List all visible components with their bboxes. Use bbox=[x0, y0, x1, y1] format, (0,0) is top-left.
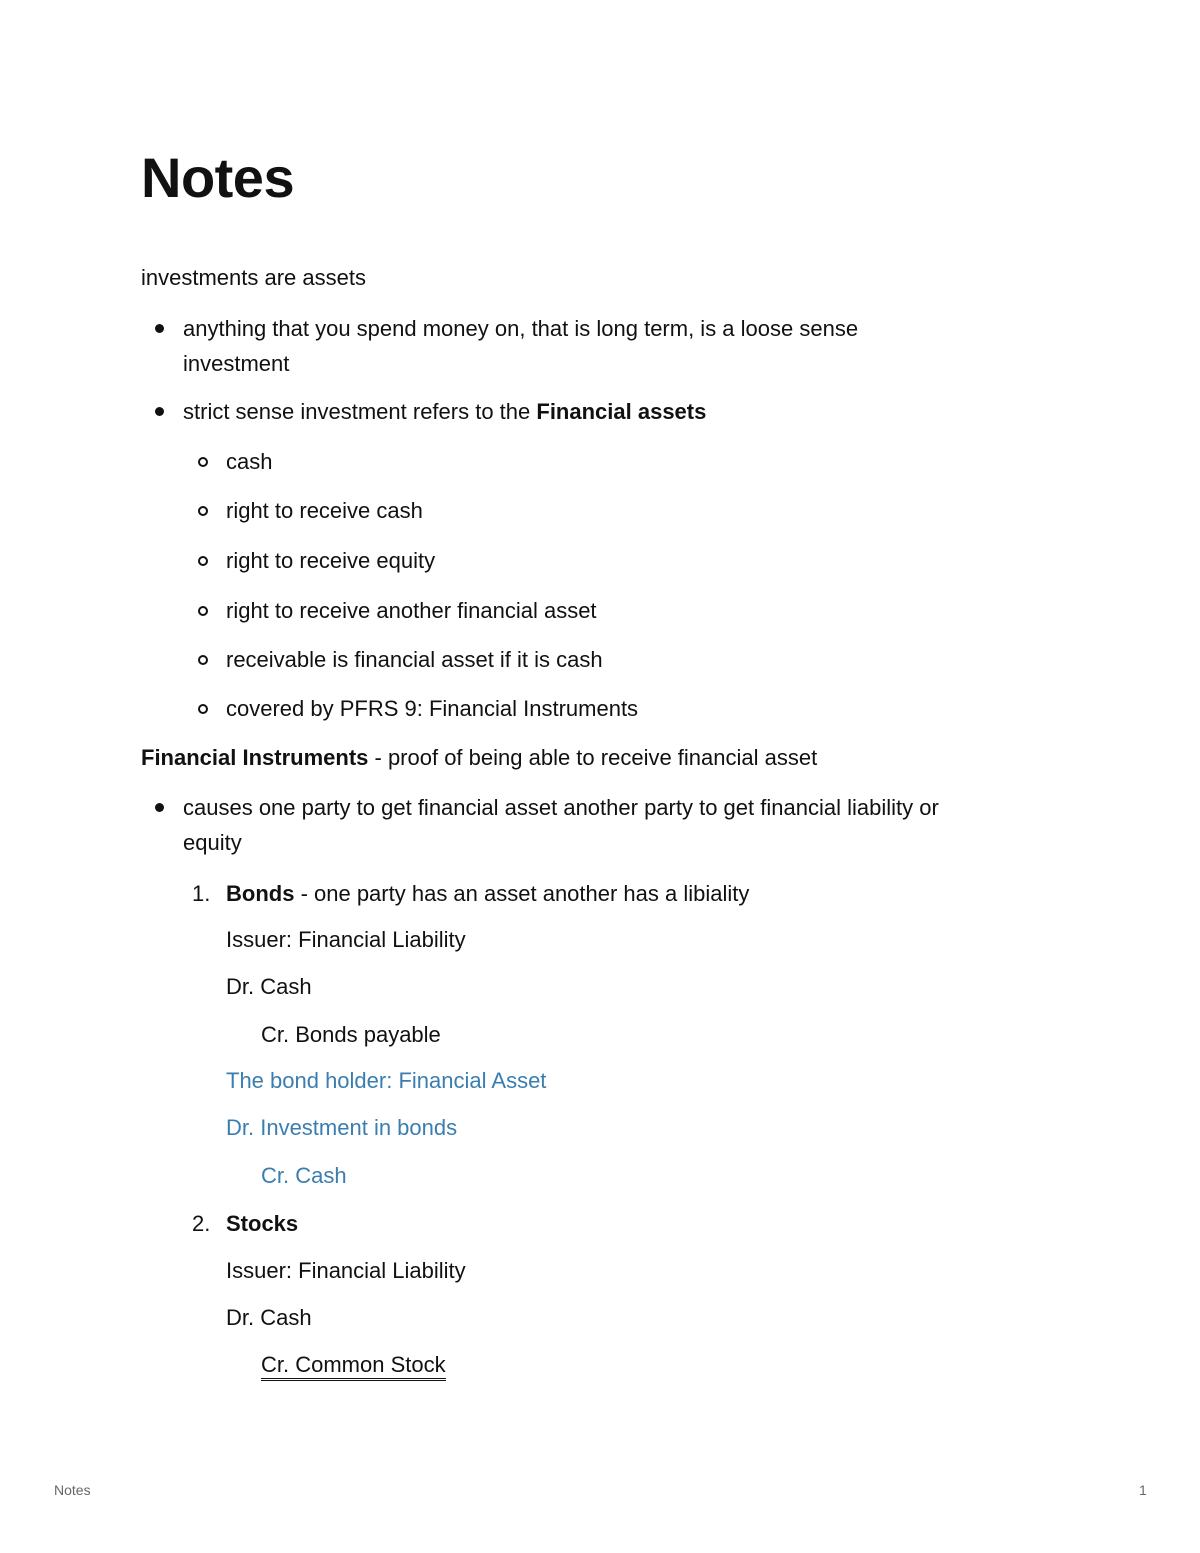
sub-bullet-item: right to receive another financial asset bbox=[226, 598, 597, 623]
bonds-debit-entry: Dr. Cash bbox=[226, 974, 312, 999]
bond-holder-heading: The bond holder: Financial Asset bbox=[226, 1068, 547, 1093]
bullet-circle-icon bbox=[198, 457, 208, 467]
sub-bullet-item: covered by PFRS 9: Financial Instruments bbox=[226, 696, 639, 721]
bullet-item-loose-sense-continued: investment bbox=[183, 351, 290, 376]
bullet-disc-icon bbox=[155, 324, 164, 333]
bullet-item-strict-sense-text: strict sense investment refers to the bbox=[183, 399, 537, 424]
list-number-1: 1. bbox=[192, 881, 211, 906]
bullet-disc-icon bbox=[155, 407, 164, 416]
bonds-description: - one party has an asset another has a libiality bbox=[294, 881, 750, 906]
financial-instruments-term: Financial Instruments bbox=[141, 745, 369, 770]
bullet-circle-icon bbox=[198, 506, 208, 516]
bond-holder-credit-entry: Cr. Cash bbox=[261, 1163, 347, 1188]
sub-bullet-item: right to receive equity bbox=[226, 548, 436, 573]
footer-doc-name: Notes bbox=[54, 1482, 91, 1498]
bonds-title: Bonds bbox=[226, 881, 295, 906]
financial-assets-bold: Financial assets bbox=[536, 399, 707, 424]
common-stock-text: Cr. Common Stock bbox=[261, 1352, 446, 1381]
financial-instruments-definition bbox=[141, 740, 817, 775]
stocks-title: Stocks bbox=[226, 1211, 299, 1236]
bonds-heading bbox=[226, 876, 749, 911]
bullet-circle-icon bbox=[198, 556, 208, 566]
footer-page-number: 1 bbox=[1139, 1482, 1147, 1498]
bullet-circle-icon bbox=[198, 704, 208, 714]
stocks-credit-entry bbox=[261, 1347, 446, 1382]
sub-bullet-item: receivable is financial asset if it is cash bbox=[226, 647, 603, 672]
sub-bullet-item: cash bbox=[226, 449, 273, 474]
financial-instruments-desc: - proof of being able to receive financial asset bbox=[368, 745, 818, 770]
bonds-credit-entry: Cr. Bonds payable bbox=[261, 1022, 441, 1047]
bullet-disc-icon bbox=[155, 803, 164, 812]
list-number-2: 2. bbox=[192, 1211, 211, 1236]
bullet-circle-icon bbox=[198, 655, 208, 665]
sub-bullet-item: right to receive cash bbox=[226, 498, 423, 523]
bullet-item-loose-sense: anything that you spend money on, that is long term, is a loose sense bbox=[183, 316, 859, 341]
bond-holder-debit-entry: Dr. Investment in bonds bbox=[226, 1115, 458, 1140]
bonds-issuer: Issuer: Financial Liability bbox=[226, 927, 466, 952]
bullet-item-causes-continued: equity bbox=[183, 830, 242, 855]
bullet-item-causes: causes one party to get financial asset another party to get financial liability or bbox=[183, 795, 939, 820]
stocks-issuer: Issuer: Financial Liability bbox=[226, 1258, 466, 1283]
intro-text: investments are assets bbox=[141, 265, 366, 290]
bullet-circle-icon bbox=[198, 606, 208, 616]
stocks-debit-entry: Dr. Cash bbox=[226, 1305, 312, 1330]
bullet-item-strict-sense bbox=[183, 394, 706, 429]
page-title: Notes bbox=[141, 146, 295, 209]
